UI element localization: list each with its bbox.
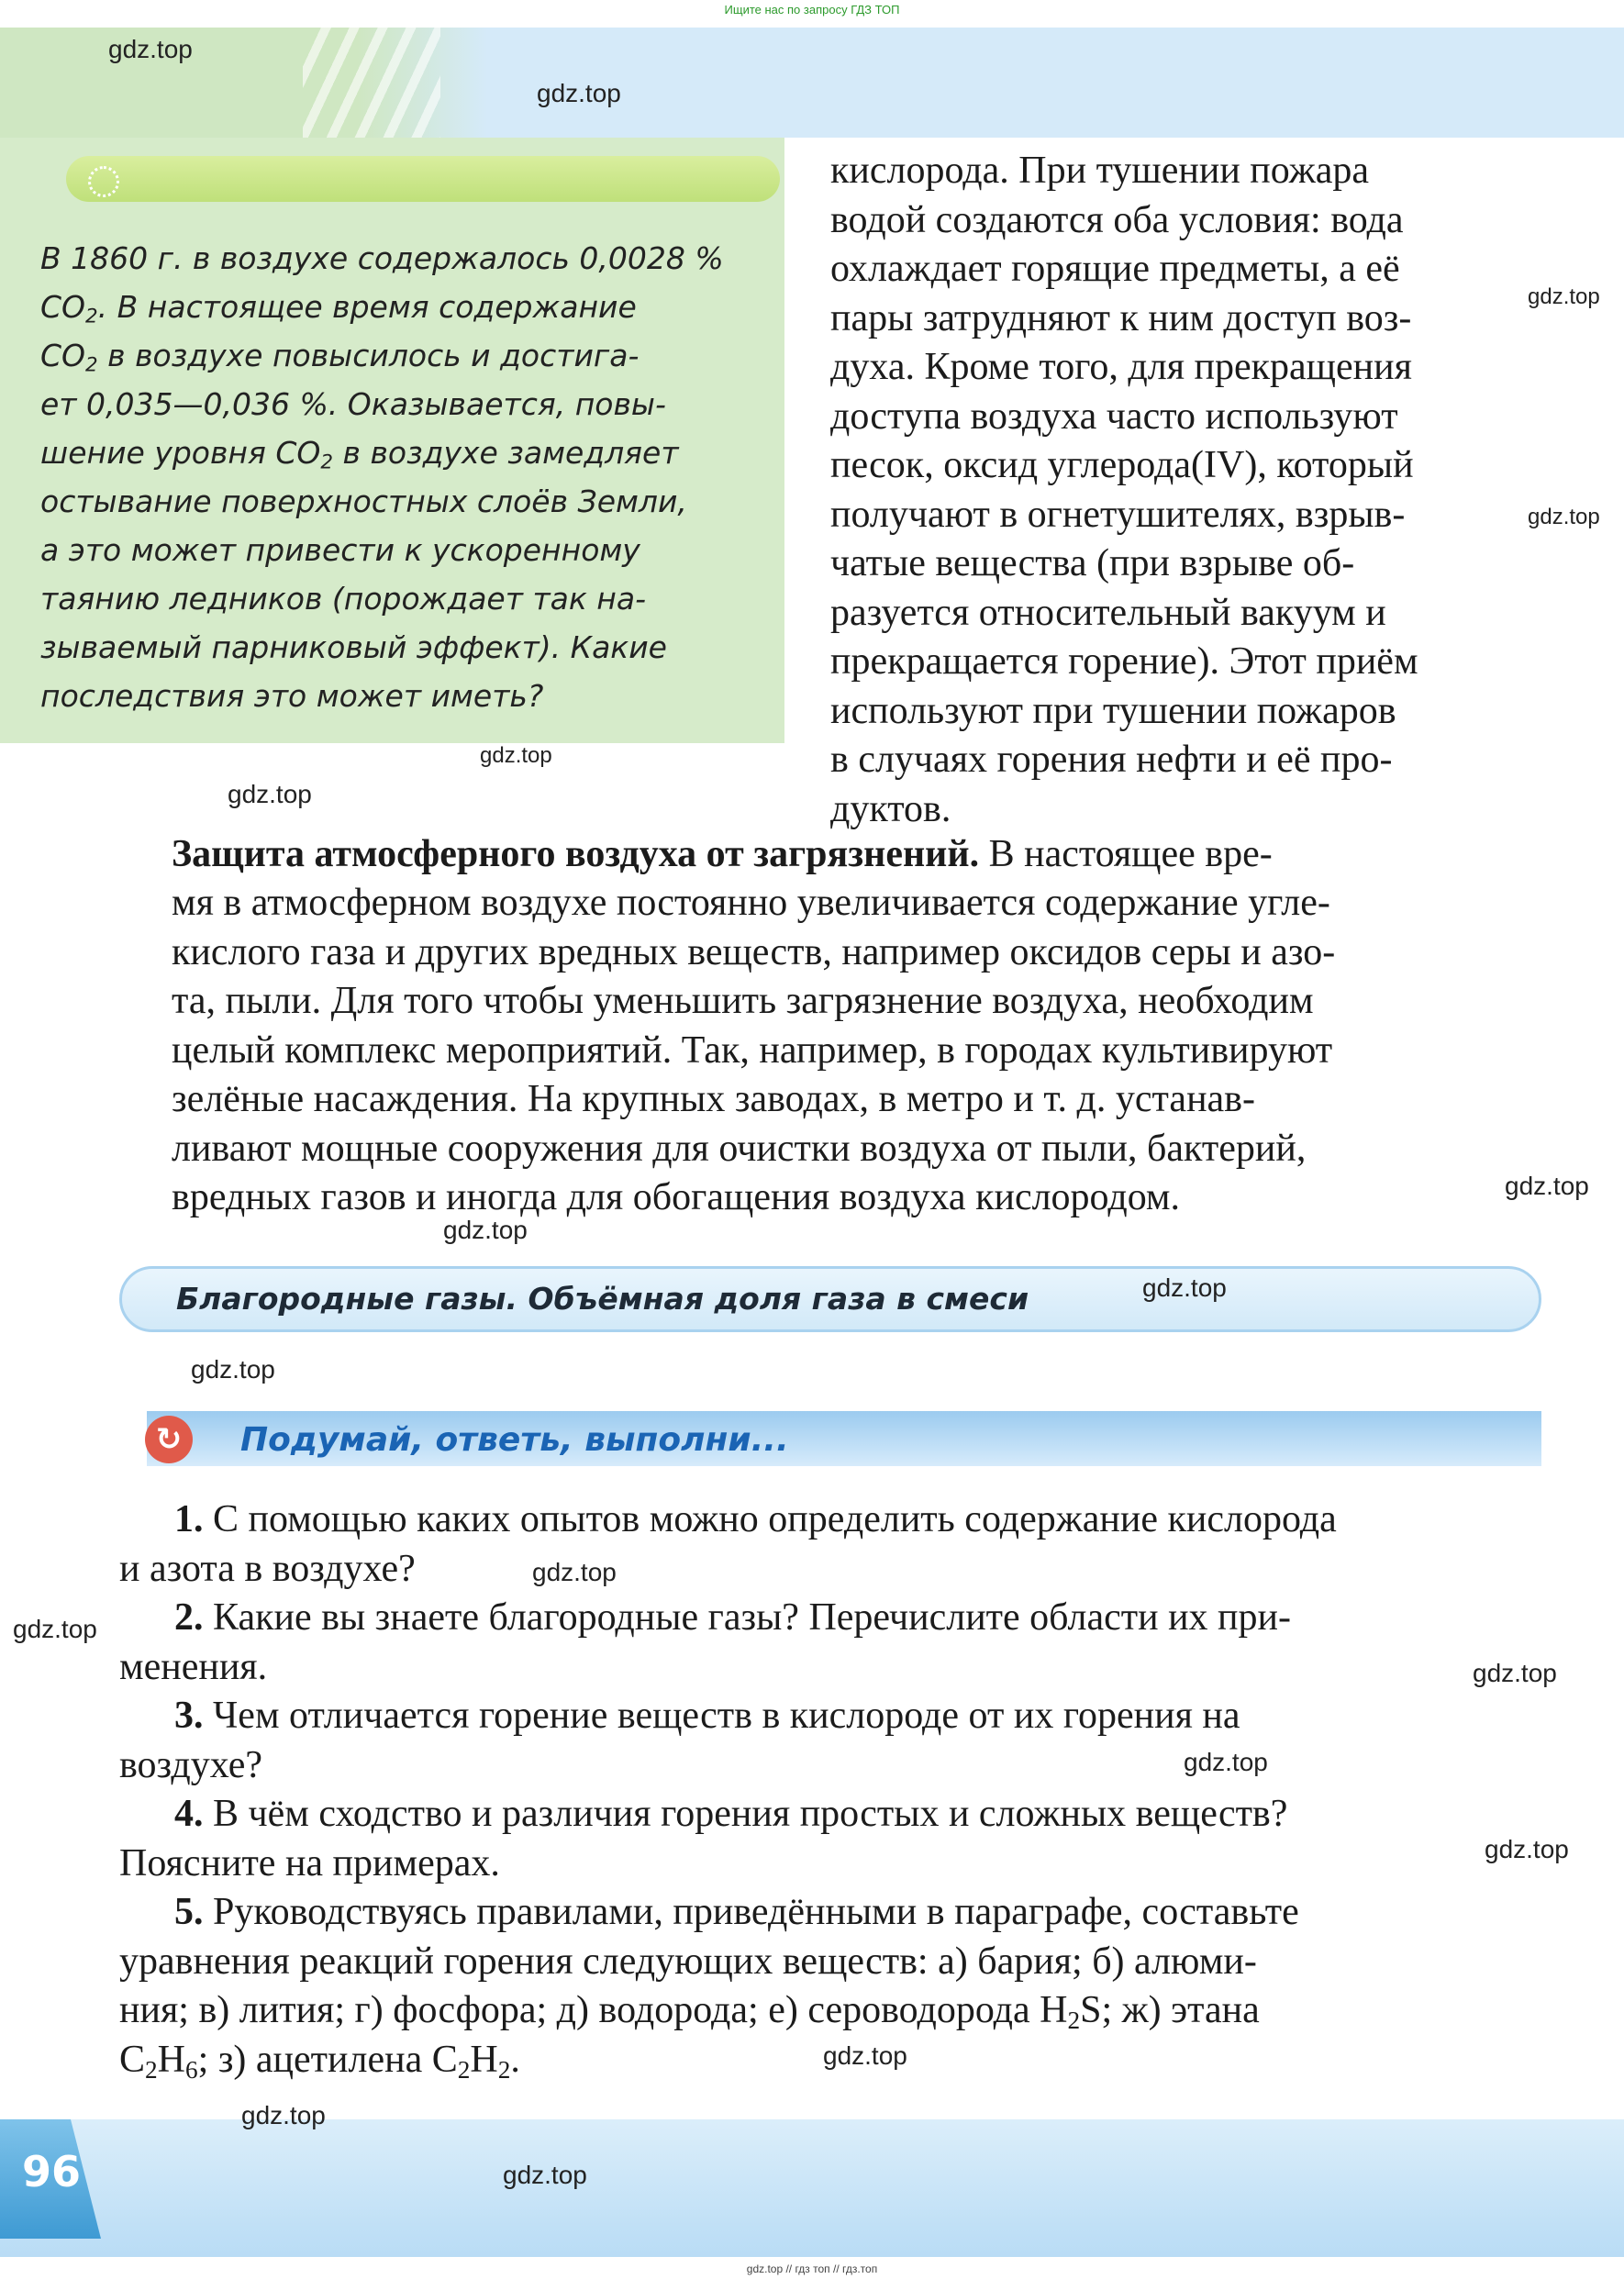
text-line: чатые вещества (при взрыве об- xyxy=(830,542,1355,584)
text-line: охлаждает горящие предметы, а её xyxy=(830,248,1400,290)
page-number: 96 xyxy=(22,2147,82,2196)
watermark: gdz.top xyxy=(108,35,193,63)
question-1 xyxy=(119,1495,1541,1545)
question-text: Руководствуясь правилами, приведёнными в параграфе, составьте xyxy=(203,1891,1299,1933)
question-4-cont: Поясните на примерах. xyxy=(119,1841,500,1884)
watermark: gdz.top xyxy=(823,2041,907,2070)
refresh-icon xyxy=(145,1416,193,1463)
questions-list xyxy=(119,1495,1541,2084)
question-4 xyxy=(119,1790,1541,1840)
header-stripes xyxy=(303,28,440,138)
text-line: мя в атмосферном воздухе постоянно увеличивается содержание угле- xyxy=(172,882,1330,924)
text-line: кислого газа и других вредных веществ, например оксидов серы и азо- xyxy=(172,930,1336,973)
text-line: та, пыли. Для того чтобы уменьшить загрязнение воздуха, необходим xyxy=(172,980,1314,1022)
header-band xyxy=(0,28,1624,138)
text-line: кислорода. При тушении пожара xyxy=(830,150,1370,192)
text-line: дуктов. xyxy=(830,787,951,830)
question-5-line3: ния; в) лития; г) фосфора; д) водорода; е) сероводорода $H_2S$; ж) этана xyxy=(119,1989,1260,2034)
watermark: gdz.top xyxy=(1184,1748,1268,1776)
watermark: gdz.top xyxy=(1473,1659,1557,1687)
question-number: 2. xyxy=(174,1596,204,1639)
footer-band xyxy=(0,2119,1624,2257)
watermark: gdz.top xyxy=(480,743,552,768)
question-number: 1. xyxy=(174,1498,204,1540)
text-line: пары затрудняют к ним доступ воз- xyxy=(830,296,1412,339)
section-title: Благородные газы. Объёмная доля газа в смеси xyxy=(176,1281,1029,1317)
watermark: gdz.top xyxy=(1485,1835,1569,1863)
text-line: ливают мощные сооружения для очистки воздуха от пыли, бактерий, xyxy=(172,1127,1307,1170)
watermark: gdz.top xyxy=(1528,284,1600,309)
watermark: gdz.top xyxy=(537,79,621,107)
note-line: последствия это может иметь? xyxy=(40,678,544,714)
note-line: остывание поверхностных слоёв Земли, xyxy=(40,484,687,519)
question-text: Какие вы знаете благородные газы? Перечислите области их при- xyxy=(203,1596,1291,1639)
protection-body xyxy=(172,879,1541,1223)
text-line: получают в огнетушителях, взрыв- xyxy=(830,493,1406,536)
question-number: 3. xyxy=(174,1695,204,1737)
question-text: В чём сходство и различия горения простых и сложных веществ? xyxy=(203,1793,1288,1835)
text-line: целый комплекс мероприятий. Так, например, в городах культивируют xyxy=(172,1028,1333,1072)
question-number: 4. xyxy=(174,1793,204,1835)
text-line: вредных газов и иногда для обогащения воздуха кислородом. xyxy=(172,1176,1180,1218)
note-line: В 1860 г. в воздухе содержалось 0,0028 % xyxy=(40,240,724,276)
watermark: gdz.top xyxy=(228,780,312,808)
question-number: 5. xyxy=(174,1891,204,1933)
note-line: зываемый парниковый эффект). Какие xyxy=(40,629,667,665)
question-5-cont: уравнения реакций горения следующих веществ: а) бария; б) алюми- xyxy=(119,1940,1257,1983)
dotted-circle-icon xyxy=(88,166,119,197)
protection-paragraph xyxy=(172,830,1541,880)
watermark: gdz.top xyxy=(503,2161,587,2189)
text-line: песок, оксид углерода(IV), который xyxy=(830,444,1414,486)
top-banner: Ищите нас по запросу ГДЗ ТОП xyxy=(724,3,900,17)
text-line: разуется относительный вакуум и xyxy=(830,591,1386,634)
paragraph-heading: Защита атмосферного воздуха от загрязнений. xyxy=(172,833,980,875)
watermark: gdz.top xyxy=(443,1216,528,1244)
watermark: gdz.top xyxy=(13,1615,97,1643)
watermark: gdz.top xyxy=(241,2101,326,2129)
note-line: а это может привести к ускоренному xyxy=(40,532,640,568)
questions-title: Подумай, ответь, выполни... xyxy=(240,1421,789,1459)
text-line: водой создаются оба условия: вода xyxy=(830,198,1404,241)
question-5 xyxy=(119,1888,1541,1938)
question-text: Чем отличается горение веществ в кислороде от их горения на xyxy=(203,1695,1240,1737)
question-3-cont: воздухе? xyxy=(119,1743,262,1786)
watermark: gdz.top xyxy=(532,1558,617,1586)
note-text xyxy=(40,234,749,720)
question-2 xyxy=(119,1594,1541,1643)
note-line: таянию ледников (порождает так на- xyxy=(40,581,647,617)
question-2-cont: менения. xyxy=(119,1645,268,1688)
watermark: gdz.top xyxy=(1505,1172,1589,1200)
question-3 xyxy=(119,1692,1541,1741)
text-line: доступа воздуха часто используют xyxy=(830,395,1398,438)
watermark: gdz.top xyxy=(1142,1273,1227,1302)
note-line: $CO_2$. В настоящее время содержание xyxy=(40,289,637,328)
text-line: используют при тушении пожаров xyxy=(830,689,1396,732)
watermark: gdz.top xyxy=(191,1355,275,1384)
text-line: зелёные насаждения. На крупных заводах, в метро и т. д. устанав- xyxy=(172,1078,1256,1120)
note-line: $CO_2$ в воздухе повысилось и достига- xyxy=(40,338,640,377)
heading-line-rest: В настоящее вре- xyxy=(979,833,1273,875)
note-header-bar xyxy=(66,156,780,202)
watermark: gdz.top xyxy=(1528,505,1600,529)
text-line: духа. Кроме того, для прекращения xyxy=(830,346,1412,388)
question-text: С помощью каких опытов можно определить содержание кислорода xyxy=(203,1498,1337,1540)
question-1-cont: и азота в воздухе? xyxy=(119,1547,416,1590)
text-line: прекращается горение). Этот приём xyxy=(830,640,1418,683)
right-column-text xyxy=(830,147,1541,834)
text-line: в случаях горения нефти и её про- xyxy=(830,739,1393,781)
question-5-line4: $C_2H_6$; з) ацетилена $C_2H_2$. xyxy=(119,2038,520,2084)
bottom-watermark-line: gdz.top // гдз топ // гдз.топ xyxy=(746,2262,878,2275)
note-line: ет 0,035—0,036 %. Оказывается, повы- xyxy=(40,386,666,422)
note-line: шение уровня $CO_2$ в воздухе замедляет xyxy=(40,435,679,474)
text-line xyxy=(172,830,1541,880)
